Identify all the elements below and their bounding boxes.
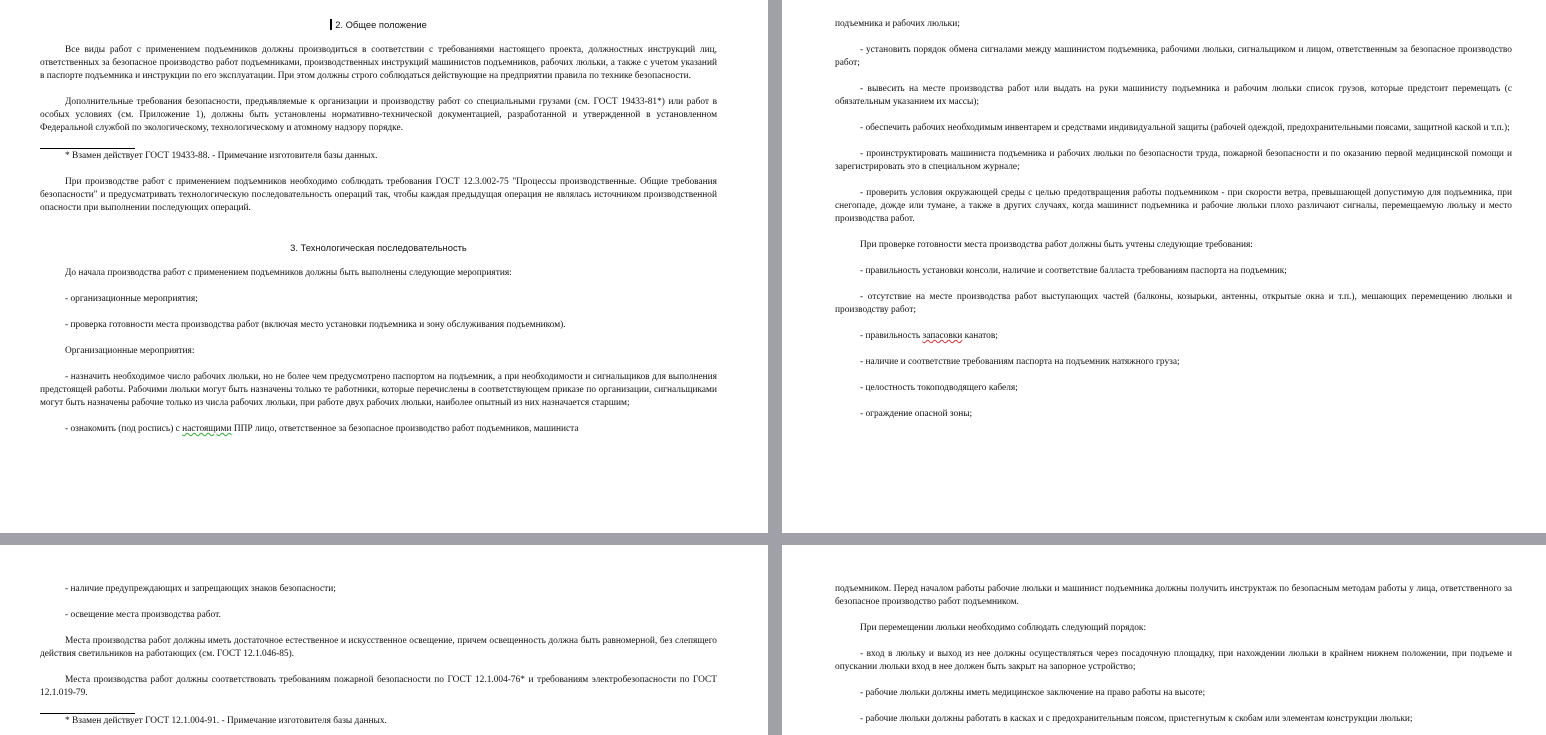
paragraph[interactable]: При производстве работ с применением подъемников необходимо соблюдать требования ГОСТ 12.3.002-75 "Процессы производственные. Общие требования безопасности" и предусматривать технологическую последовательность операций так, чтобы каждая предыдущая операция не являлась источником производственной опасности при выполнении последующих операций. [40,177,717,213]
footnote-separator [40,148,135,149]
list-item[interactable]: - ограждение опасной зоны; [860,409,973,419]
text-cursor [330,19,332,30]
paragraph[interactable]: Все виды работ с применением подъемников должны производиться в соответствии с требованиями настоящего проекта, должностных инструкций лиц, ответственных за безопасное производство работ подъемниками, производственных инструкций машинистов подъемников, рабочих люльки, а также с учетом указаний в паспорте подъемника и инструкции по его эксплуатации. При этом должны строго соблюдаться действующие на предприятии правила по технике безопасности. [40,45,717,81]
page-1-content[interactable] [40,18,717,449]
footnote[interactable]: * Взамен действует ГОСТ 12.1.004-91. - Примечание изготовителя базы данных. [65,716,387,726]
list-item[interactable]: - правильность запасовки канатов; [860,331,998,341]
document-page-1[interactable] [0,0,768,533]
list-item[interactable]: - организационные мероприятия; [65,294,198,304]
list-item[interactable]: - правильность установки консоли, наличие и соответствие балласта требованиям паспорта на подъемник; [860,266,1287,276]
list-item[interactable]: - целостность токоподводящего кабеля; [860,383,1018,393]
document-page-4[interactable] [782,545,1546,735]
paragraph[interactable]: При проверке готовности места производства работ должны быть учтены следующие требования: [860,240,1253,250]
spelling-mark[interactable]: запасовки [922,331,963,341]
list-item[interactable]: - проверка готовности места производства работ (включая место установки подъемника и зону обслуживания подъемником). [65,320,566,330]
paragraph[interactable]: Организационные мероприятия: [65,346,195,356]
paragraph[interactable]: Дополнительные требования безопасности, предъявляемые к организации и производству работ со специальными грузами (см. ГОСТ 19433-81*) или работ в особых условиях (см. Приложение 1), должны быть установлены нормативно-технической документацией, разработанной и утвержденной в установленном Федеральной службой по экологическому, технологическому и атомному надзору порядке. [40,97,717,133]
list-item[interactable]: - вход в люльку и выход из нее должны осуществляться через посадочную площадку, при нахождении люльки в крайнем нижнем положении, при подъеме и опускании люльки вход в нее должен быть закрыт на запорное устройство; [835,649,1512,672]
paragraph[interactable]: подъемника и рабочих люльки; [835,19,960,29]
list-item[interactable]: - установить порядок обмена сигналами между машинистом подъемника, рабочими люльки, сигнальщиком и лицом, ответственным за безопасное производство работ; [835,45,1512,68]
list-item[interactable]: - обеспечить рабочих необходимым инвентарем и средствами индивидуальной защиты (рабочей одеждой, предохранительными поясами, защитной каской и т.п.); [860,123,1510,133]
list-item[interactable]: - вывесить на месте производства работ или выдать на руки машинисту подъемника и рабочим люльки список грузов, которые предстоит перемещать (с обязательным указанием их массы); [835,84,1512,107]
paragraph[interactable]: Места производства работ должны соответствовать требованиям пожарной безопасности по ГОСТ 12.1.004-76* и требованиям электробезопасности по ГОСТ 12.1.019-79. [40,675,717,698]
section-heading-general[interactable]: 2. Общее положение [40,18,717,31]
page-2-content[interactable] [835,18,1512,434]
list-item[interactable]: - проинструктировать машиниста подъемника и рабочих люльки по безопасности труда, пожарной безопасности и по оказанию первой медицинской помощи и зарегистрировать это в специальном журнале; [835,149,1512,172]
list-item[interactable]: - отсутствие на месте производства работ выступающих частей (балконы, козырьки, антенны, открытые окна и т.п.), мешающих перемещению люльки и производству работ; [835,292,1512,315]
list-item[interactable]: - освещение места производства работ. [65,610,221,620]
footnote[interactable]: * Взамен действует ГОСТ 19433-88. - Примечание изготовителя базы данных. [65,151,378,161]
document-page-3[interactable] [0,545,768,735]
document-page-2[interactable] [782,0,1546,533]
paragraph[interactable]: До начала производства работ с применением подъемников должны быть выполнены следующие мероприятия: [65,268,512,278]
section-heading-tech-sequence[interactable]: 3. Технологическая последовательность [290,242,467,253]
paragraph[interactable]: подъемником. Перед началом работы рабочие люльки и машинист подъемника должны получить инструктаж по безопасным методам работы у лица, ответственного за безопасное производство работ подъемником. [835,584,1512,607]
paragraph[interactable]: При перемещении люльки необходимо соблюдать следующий порядок: [860,623,1147,633]
paragraph[interactable]: Места производства работ должны иметь достаточное естественное и искусственное освещение, причем освещенность должна быть равномерной, без слепящего действия светильников на работающих (см. ГОСТ 12.1.046-85). [40,636,717,659]
list-item[interactable]: - назначить необходимое число рабочих люльки, но не более чем предусмотрено паспортом на подъемник, а при необходимости и сигнальщиков для выполнения предстоящей работы. Рабочими люльки могут быть назначены только те работники, которые перечислены в соответствующем приказе по организации, сигнальщиками могут быть назначены рабочие только из числа рабочих люльки, при работе двух рабочих люльки, наиболее опытный из них назначается старшим; [40,372,717,408]
list-item[interactable]: - рабочие люльки должны работать в касках и с предохранительным поясом, пристегнутым к скобам или элементам конструкции люльки; [860,714,1413,724]
list-item[interactable]: - проверить условия окружающей среды с целью предотвращения работы подъемником - при скорости ветра, превышающей допустимую для подъемника, при снегопаде, дожде или тумане, а также в других случаях, когда машинист подъемника и рабочие люльки плохо различают сигналы, перемещаемую люльку и место производства работ. [835,188,1512,224]
list-item[interactable]: - наличие и соответствие требованиям паспорта на подъемник натяжного груза; [860,357,1180,367]
page-4-content[interactable] [835,583,1512,735]
list-item[interactable]: - ознакомить (под роспись) с настоящими ППР лицо, ответственное за безопасное производство работ подъемников, машиниста [65,424,579,434]
list-item[interactable]: - наличие предупреждающих и запрещающих знаков безопасности; [65,584,336,594]
page-3-content[interactable] [40,583,717,735]
grammar-mark[interactable]: настоящими [182,424,232,434]
list-item[interactable]: - рабочие люльки должны иметь медицинское заключение на право работы на высоте; [860,688,1206,698]
footnote-separator [40,713,135,714]
